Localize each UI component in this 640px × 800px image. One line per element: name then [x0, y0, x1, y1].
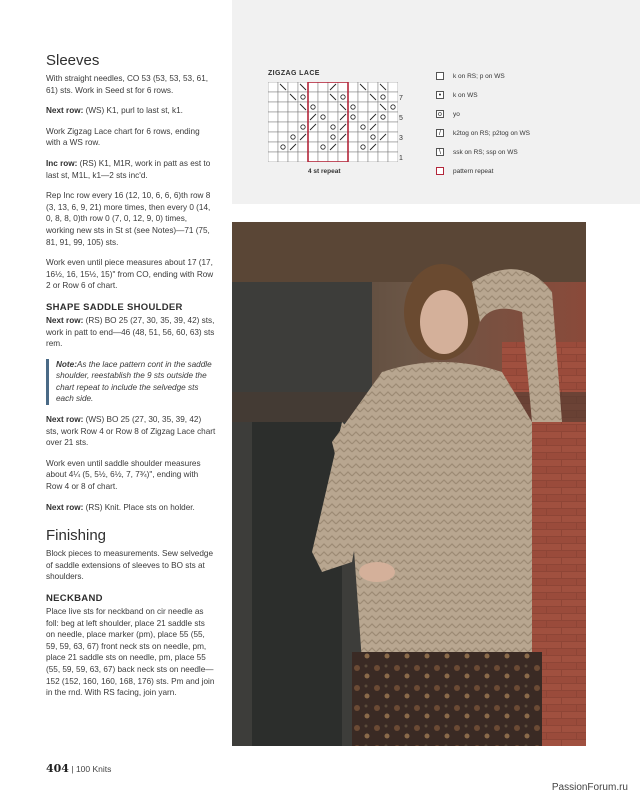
- saddle-shoulder-heading: SHAPE SADDLE SHOULDER: [46, 301, 183, 313]
- chart-cell: [318, 82, 328, 92]
- chart-cell: [328, 112, 338, 122]
- chart-cell: [268, 82, 278, 92]
- chart-row-number: 3: [399, 135, 403, 142]
- zigzag-lace-chart: [268, 82, 398, 162]
- legend-item: [436, 70, 505, 82]
- chart-cell: [288, 152, 298, 162]
- chart-cell: [378, 152, 388, 162]
- saddle-paragraph-1: [46, 315, 216, 350]
- chart-cell: [348, 112, 358, 122]
- sleeves-paragraph-6: Work even until piece measures about 17 (17, 16½, 16, 15½, 15)" from CO, ending with Row 2 or Row 6 of chart.: [46, 258, 214, 291]
- chart-cell: [328, 152, 338, 162]
- chart-cell: [388, 92, 398, 102]
- chart-cell: [388, 122, 398, 132]
- legend-swatch: •: [436, 91, 444, 99]
- chart-cell: [278, 102, 288, 112]
- legend-swatch: [436, 167, 444, 175]
- saddle-text-4: (RS) Knit. Place sts on holder.: [83, 502, 195, 512]
- legend-swatch: /: [436, 129, 444, 137]
- legend-swatch: \: [436, 148, 444, 156]
- neckband-paragraph: Place live sts for neckband on cir needle as foll: beg at left shoulder, place 21 saddle sts on needle, place marker (pm), place 55 (55, 59, 59, 63, 67) front neck sts on needle, pm, place 21 saddle sts on needle, pm, place 55 (55, 59, 59, 63, 67) back neck sts on needle—152 (152, 160, 160, 168, 176) sts. Pm and join in the rnd. With RS facing, join yarn.: [46, 607, 215, 698]
- chart-cell: [268, 102, 278, 112]
- chart-cell: [348, 132, 358, 142]
- chart-cell: [298, 142, 308, 152]
- sweater-model-image: [232, 222, 586, 746]
- chart-cell: [328, 122, 338, 132]
- saddle-text-1: (RS) BO 25 (27, 30, 35, 39, 42) sts, work in patt to end—46 (48, 51, 56, 60, 63) sts rem.: [46, 315, 215, 349]
- chart-cell: [328, 132, 338, 142]
- chart-cell: [368, 102, 378, 112]
- chart-title: ZIGZAG LACE: [268, 70, 320, 77]
- chart-cell: [298, 122, 308, 132]
- chart-cell: [338, 152, 348, 162]
- legend-label: k on RS; p on WS: [453, 72, 505, 80]
- legend-item: [436, 146, 518, 158]
- chart-cell: [378, 112, 388, 122]
- chart-cell: [268, 152, 278, 162]
- page-footer: [46, 762, 111, 775]
- chart-cell: [278, 122, 288, 132]
- chart-cell: [268, 112, 278, 122]
- sleeves-paragraph-2: [46, 105, 216, 117]
- chart-cell: [308, 102, 318, 112]
- chart-cell: [318, 122, 328, 132]
- note-label: Note:: [56, 359, 77, 369]
- chart-cell: [278, 132, 288, 142]
- chart-cell: [388, 152, 398, 162]
- chart-row-number: 7: [399, 95, 403, 102]
- chart-cell: [278, 112, 288, 122]
- neckband-heading: NECKBAND: [46, 593, 103, 604]
- chart-cell: [298, 152, 308, 162]
- chart-cell: [308, 92, 318, 102]
- chart-cell: [378, 142, 388, 152]
- chart-cell: [318, 132, 328, 142]
- chart-cell: [358, 132, 368, 142]
- chart-cell: [288, 122, 298, 132]
- chart-row-number: 5: [399, 115, 403, 122]
- chart-cell: [288, 112, 298, 122]
- inc-row-label: Inc row:: [46, 158, 78, 168]
- legend-swatch: [436, 72, 444, 80]
- footer-separator: |: [71, 764, 74, 774]
- legend-item: [436, 89, 478, 101]
- chart-cell: [358, 92, 368, 102]
- note-text: As the lace pattern cont in the saddle shoulder, reestablish the 9 sts outside the chart repeat to include the selvedge sts each side.: [56, 359, 212, 404]
- chart-cell: [318, 92, 328, 102]
- chart-cell: [388, 142, 398, 152]
- legend-label: k2tog on RS; p2tog on WS: [453, 129, 530, 137]
- chart-cell: [358, 122, 368, 132]
- chart-cell: [368, 82, 378, 92]
- chart-cell: [348, 82, 358, 92]
- saddle-text-2: (WS) BO 25 (27, 30, 35, 39, 42) sts, work Row 4 or Row 8 of Zigzag Lace chart over 21 sts.: [46, 415, 216, 448]
- chart-cell: [348, 102, 358, 112]
- finishing-paragraph: Block pieces to measurements. Sew selvedge of saddle extensions of sleeves to BO sts at shoulders.: [46, 549, 214, 582]
- chart-cell: [388, 132, 398, 142]
- legend-label: k on WS: [453, 91, 478, 99]
- chart-cell: [288, 82, 298, 92]
- chart-cell: [318, 112, 328, 122]
- instructions-column: [46, 52, 216, 708]
- chart-cell: [288, 102, 298, 112]
- chart-cell: [268, 122, 278, 132]
- next-row-label: Next row:: [46, 502, 84, 512]
- chart-cell: [308, 82, 318, 92]
- sleeves-paragraph-4: [46, 158, 216, 181]
- chart-cell: [268, 142, 278, 152]
- saddle-paragraph-2: [46, 414, 216, 449]
- legend-item: [436, 165, 493, 177]
- chart-cell: [288, 132, 298, 142]
- repeat-label: 4 st repeat: [308, 168, 341, 175]
- saddle-paragraph-4: [46, 502, 216, 514]
- sleeves-paragraph-1: With straight needles, CO 53 (53, 53, 53, 61, 61) sts. Work in Seed st for 6 rows.: [46, 74, 209, 95]
- chart-cell: [308, 142, 318, 152]
- legend-label: ssk on RS; ssp on WS: [453, 148, 518, 156]
- sleeves-paragraph-3: Work Zigzag Lace chart for 6 rows, ending with a WS row.: [46, 126, 200, 148]
- page-number: 404: [46, 762, 69, 775]
- chart-cell: [348, 142, 358, 152]
- chart-cell: [328, 102, 338, 112]
- chart-cell: [388, 82, 398, 92]
- legend-swatch: o: [436, 110, 444, 118]
- chart-cell: [308, 132, 318, 142]
- legend-label: pattern repeat: [453, 167, 494, 175]
- saddle-note: [46, 359, 216, 405]
- chart-cell: [278, 142, 288, 152]
- chart-cell: [348, 152, 358, 162]
- chart-row-number: 1: [399, 155, 403, 162]
- chart-cell: [308, 152, 318, 162]
- sleeves-paragraph-5: Rep Inc row every 16 (12, 10, 6, 6, 6)th row 8 (3, 13, 6, 9, 21) more times, then every 0 (14, 0, 8, 8, 0)th row 0 (7, 0, 12, 9, 0) times, working new sts in St st (see Notes)—71 (75, 81, 91, 99, 105) sts.: [46, 191, 211, 247]
- chart-cell: [318, 102, 328, 112]
- next-row-label: Next row:: [46, 415, 84, 425]
- chart-cell: [278, 152, 288, 162]
- chart-cell: [338, 142, 348, 152]
- chart-cell: [268, 92, 278, 102]
- chart-cell: [298, 92, 308, 102]
- chart-cell: [278, 92, 288, 102]
- chart-cell: [378, 122, 388, 132]
- chart-cell: [358, 152, 368, 162]
- chart-cell: [388, 102, 398, 112]
- chart-cell: [378, 92, 388, 102]
- chart-cell: [268, 132, 278, 142]
- chart-cell: [348, 92, 358, 102]
- chart-cell: [368, 152, 378, 162]
- chart-cell: [368, 132, 378, 142]
- chart-cell: [358, 142, 368, 152]
- chart-cell: [338, 92, 348, 102]
- chart-cell: [318, 142, 328, 152]
- chart-cell: [358, 102, 368, 112]
- sleeves-heading: Sleeves: [46, 52, 100, 69]
- chart-panel: [232, 0, 640, 204]
- next-row-text: (WS) K1, purl to last st, k1.: [83, 106, 183, 116]
- model-photo: [232, 222, 586, 746]
- watermark: PassionForum.ru: [551, 782, 628, 793]
- next-row-label: Next row:: [46, 106, 84, 116]
- finishing-heading: Finishing: [46, 527, 107, 545]
- chart-cell: [348, 122, 358, 132]
- chart-cell: [298, 112, 308, 122]
- saddle-paragraph-3: Work even until saddle shoulder measures about 4¼ (5, 5½, 6½, 7, 7¾)", ending with Row 4 or 8 of chart.: [46, 458, 201, 492]
- inc-row-text: (RS) K1, M1R, work in patt as est to last st, M1L, k1—2 sts inc'd.: [46, 158, 211, 180]
- chart-cell: [388, 112, 398, 122]
- chart-cell: [358, 112, 368, 122]
- legend-label: yo: [453, 110, 460, 118]
- next-row-label: Next row:: [46, 315, 84, 325]
- book-title: 100 Knits: [75, 764, 112, 774]
- legend-item: [436, 108, 460, 120]
- chart-cell: [318, 152, 328, 162]
- chart-cell: [338, 82, 348, 92]
- legend-item: [436, 127, 530, 139]
